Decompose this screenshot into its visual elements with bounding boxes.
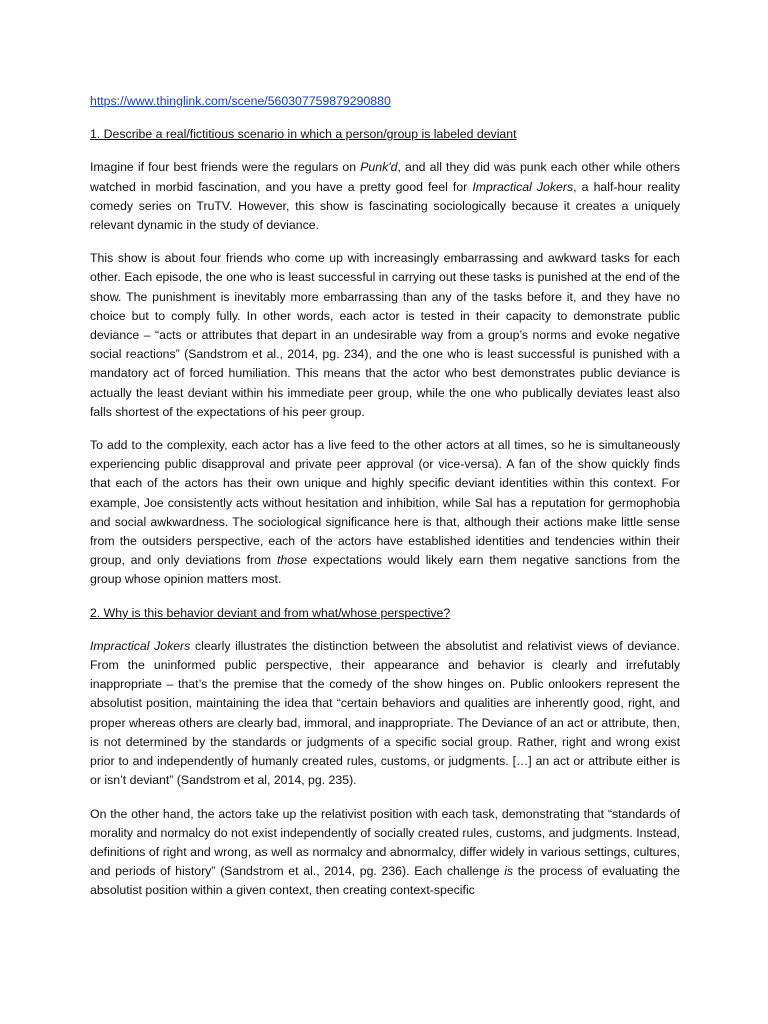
paragraph-3-text-b: expectations would likely earn them negative sanctions from the group whose opinion matters most. [90, 553, 680, 587]
paragraph-2: This show is about four friends who come up with increasingly embarrassing and awkward tasks for each other. Each episode, the one who is least successful in carrying out these tasks is punished at the end of the show. The punishment is inevitably more embarrassing than any of the tasks before it, and they have no choice but to comply fully. In other words, each actor is tested in their capacity to demonstrate public deviance – “acts or attributes that depart in an undesirable way from a group’s norms and evoke negative social reactions” (Sandstrom et al., 2014, pg. 234), and the one who is least successful is punished with a mandatory act of forced humiliation. This means that the actor who best demonstrates public deviance is actually the least deviant within his immediate peer group, while the one who publically deviates least also falls shortest of the expectations of his peer group. [90, 251, 680, 419]
paragraph-4 [90, 637, 680, 791]
paragraph-3-text-a: To add to the complexity, each actor has a live feed to the other actors at all times, so he is simultaneously experiencing public disapproval and private peer approval (or vice-versa). A fan of the show quickly finds that each of the actors has their own unique and highly specific deviant identities within this context. For example, Joe consistently acts without hesitation and inhibition, while Sal has a reputation for germophobia and social awkwardness. The sociological significance here is that, although their actions make little sense from the outsiders perspective, each of the actors have established identities and tendencies within their group, and only deviations from [90, 438, 680, 568]
paragraph-1 [90, 158, 680, 235]
paragraph-3-emphasis: those [276, 553, 308, 568]
paragraph-5 [90, 805, 680, 901]
question-2-heading: 2. Why is this behavior deviant and from what/whose perspective? [90, 605, 451, 620]
paragraph-1-text-a: Imagine if four best friends were the regulars on [90, 160, 361, 175]
paragraph-5-text-a: On the other hand, the actors take up the relativist position with each task, demonstrating that “standards of morality and normalcy do not exist independently of socially created rules, customs, and judgments. Instead, definitions of right and wrong, as well as normalcy and abnormalcy, differ widely in various settings, cultures, and periods of history” (Sandstrom et al., 2014, pg. 236). Each challenge [90, 806, 680, 879]
paragraph-1-text-b: , and all they did was punk each other while others watched in morbid fascination, and you have a pretty good feel for [90, 160, 680, 194]
paragraph-1-text-c: , a half-hour reality comedy series on TruTV. However, this show is fascinating sociologically because it creates a uniquely relevant dynamic in the study of deviance. [90, 179, 680, 233]
thinglink-url-link[interactable]: https://www.thinglink.com/scene/560307759879290880 [90, 94, 391, 108]
paragraph-5-text-b: the process of evaluating the absolutist position within a given context, then creating context-specific [90, 864, 680, 898]
paragraph-3 [90, 436, 680, 590]
show-title-impractical-jokers: Impractical Jokers [472, 179, 574, 194]
paragraph-5-emphasis: is [504, 864, 514, 879]
question-1-heading: 1. Describe a real/fictitious scenario in which a person/group is labeled deviant [90, 127, 517, 142]
document-page [90, 92, 680, 915]
paragraph-4-text: clearly illustrates the distinction between the absolutist and relativist views of deviance. From the uninformed public perspective, their appearance and behavior is clearly and irrefutably inappropriate – that’s the premise that the comedy of the show hinges on. Public onlookers represent the absolutist position, maintaining the idea that “certain behaviors and qualities are inherently good, right, and proper whereas others are clearly bad, immoral, and inappropriate. The Deviance of an act or attribute, then, is not determined by the standards or judgments of a specific social group. Rather, right and wrong exist prior to and independently of humanly created rules, customs, or judgments. […] an act or attribute either is or isn’t deviant” (Sandstrom et al, 2014, pg. 235). [90, 638, 680, 788]
show-title-punkd: Punk'd [360, 160, 398, 175]
show-title-impractical-jokers-2: Impractical Jokers [90, 638, 191, 653]
